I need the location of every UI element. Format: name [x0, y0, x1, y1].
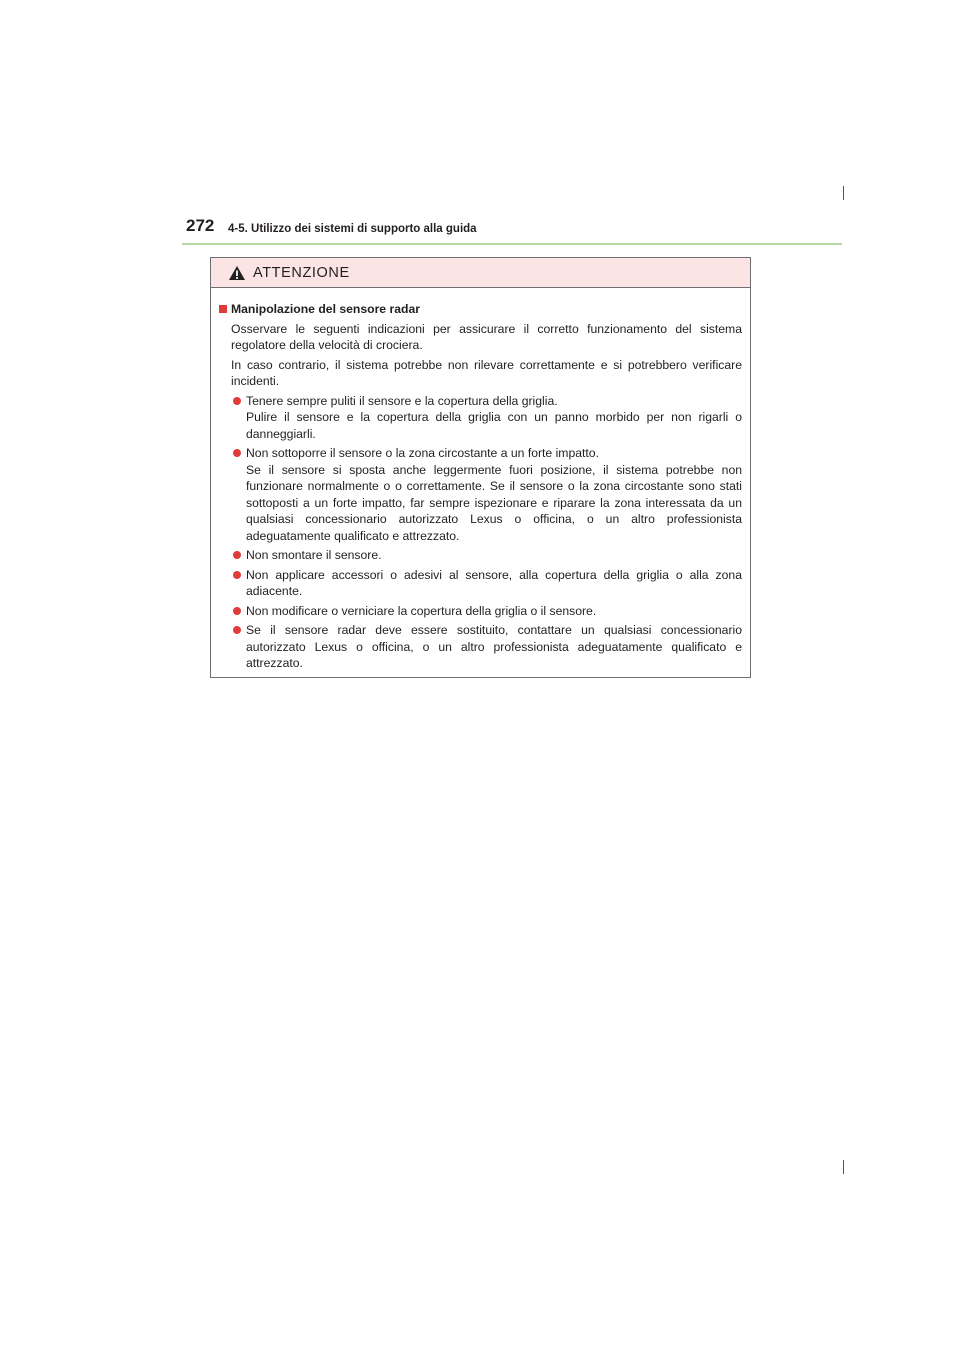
list-item — [231, 547, 742, 564]
square-bullet-icon — [219, 305, 227, 313]
list-item-text — [246, 567, 742, 600]
header-rule — [182, 243, 842, 245]
list-item-lead: Se il sensore radar deve essere sostituito, contattare un qualsiasi concessionario autorizzato Lexus o officina, o un altro professionista adeguatamente qualificato e attrezzato. — [246, 623, 742, 670]
list-item-lead: Non smontare il sensore. — [246, 548, 382, 562]
list-item-lead: Non applicare accessori o adesivi al sensore, alla copertura della griglia o alla zona adiacente. — [246, 567, 742, 598]
warning-body — [211, 288, 750, 672]
list-item-lead: Non sottoporre il sensore o la zona circostante a un forte impatto. — [246, 446, 599, 460]
crop-mark-top — [843, 186, 844, 200]
list-item — [231, 603, 742, 620]
list-item-detail: Se il sensore si sposta anche leggermente fuori posizione, il sistema potrebbe non funzionare normalmente o o correttamente. Se il sensore o la zona circostante sono stati sottoposti a un forte impatto, far sempre ispezionare e riparare la zona interessata da un qualsiasi concessionario autorizzato Lexus o officina, o un altro professionista adeguatamente qualificato e attrezzato. — [246, 462, 742, 543]
subheading-text: Manipolazione del sensore radar — [231, 302, 420, 316]
round-bullet-icon — [233, 626, 241, 634]
warning-paragraph: In caso contrario, il sistema potrebbe non rilevare correttamente e si potrebbero verificare incidenti. — [231, 357, 742, 388]
warning-title: ATTENZIONE — [253, 264, 350, 281]
list-item-text — [246, 547, 742, 564]
warning-paragraph: Osservare le seguenti indicazioni per assicurare il corretto funzionamento del sistema regolatore della velocità di crociera. — [231, 321, 742, 352]
list-item-text — [246, 603, 742, 620]
warning-subheading — [219, 301, 742, 318]
list-item — [231, 622, 742, 672]
section-title: 4-5. Utilizzo dei sistemi di supporto alla guida — [228, 223, 477, 235]
list-item-detail: Pulire il sensore e la copertura della griglia con un panno morbido per non rigarli o danneggiarli. — [246, 410, 742, 441]
warning-triangle-icon — [228, 265, 246, 281]
page-number: 272 — [186, 216, 215, 235]
list-item — [231, 393, 742, 443]
round-bullet-icon — [233, 551, 241, 559]
round-bullet-icon — [233, 571, 241, 579]
list-item-text — [246, 622, 742, 672]
list-item — [231, 445, 742, 544]
list-item-lead: Non modificare o verniciare la copertura della griglia o il sensore. — [246, 603, 597, 618]
list-item — [231, 567, 742, 600]
list-item-text — [246, 393, 742, 443]
warning-bullet-list — [231, 393, 742, 672]
warning-header — [211, 258, 750, 288]
round-bullet-icon — [233, 397, 241, 405]
round-bullet-icon — [233, 607, 241, 615]
crop-mark-bottom — [843, 1160, 844, 1174]
list-item-text — [246, 445, 742, 544]
list-item-lead: Tenere sempre puliti il sensore e la copertura della griglia. — [246, 393, 558, 408]
round-bullet-icon — [233, 449, 241, 457]
warning-box — [210, 257, 751, 678]
